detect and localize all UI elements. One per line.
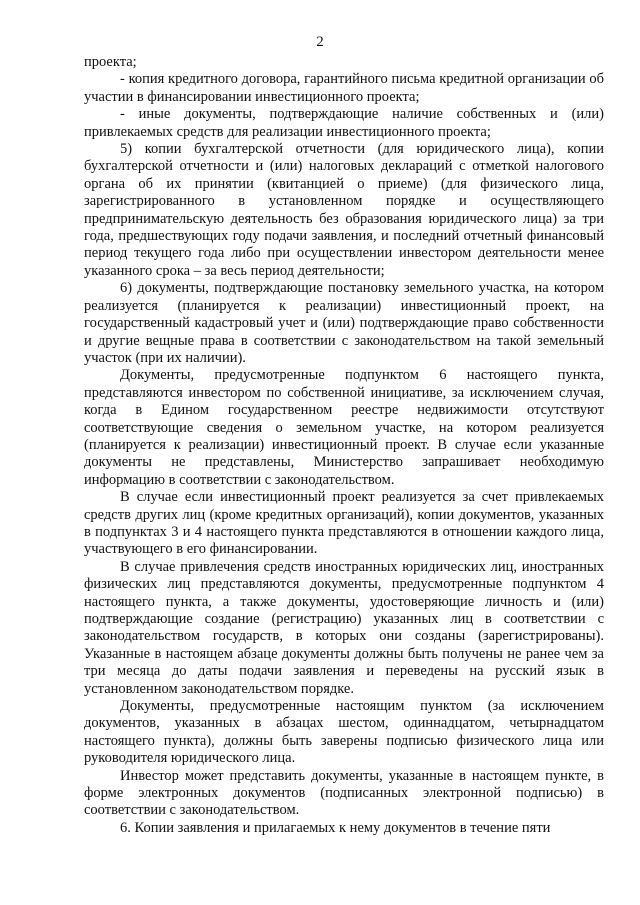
document-body — [84, 54, 604, 837]
list-item-credit-agreement: - копия кредитного договора, гарантийного письма кредитной организации об участии в финансировании инвестиционного проекта; — [84, 71, 604, 105]
paragraph-item-6: 6. Копии заявления и прилагаемых к нему документов в течение пяти — [120, 819, 551, 836]
list-item-5-accounting: 5) копии бухгалтерской отчетности (для юридического лица), копии бухгалтерской отчетности и (или) налоговых деклараций с отметкой налогового органа об их принятии (квитанцией о приеме) (для физического лица, зарегистрированного в установленном порядке и осуществляющего предпринимательскую деятельность без образования юридического лица) за три года, предшествующих году подачи заявления, и последний отчетный финансовый период текущего года либо при осуществлении инвестором деятельности менее указанного срока – за весь период деятельности; — [84, 141, 604, 279]
paragraph-certification: Документы, предусмотренные настоящим пунктом (за исключением документов, указанных в абзацах шестом, одиннадцатом, четырнадцатом настоящего пункта), должны быть заверены подписью физического лица или руководителя юридического лица. — [84, 698, 604, 767]
paragraph-foreign-entities: В случае привлечения средств иностранных юридических лиц, иностранных физических лиц представляются документы, предусмотренные подпунктом 4 настоящего пункта, а также документы, удостоверяющие личность и (или) подтверждающие создание (регистрацию) указанных лиц в соответствии с законодательством государств, в которых они созданы (зарегистрированы). Указанные в настоящем абзаце документы должны быть получены не ранее чем за три месяца до даты подачи заявления и переведены на русский язык в установленном законодательством порядке. — [84, 558, 604, 697]
paragraph-electronic-form: Инвестор может представить документы, указанные в настоящем пункте, в форме электронных документов (подписанных электронной подписью) в соответствии с законодательством. — [84, 767, 604, 819]
list-item-other-documents: - иные документы, подтверждающие наличие собственных и (или) привлекаемых средств для реализации инвестиционного проекта; — [84, 106, 604, 140]
paragraph-subitem-6-documents: Документы, предусмотренные подпунктом 6 настоящего пункта, представляются инвестором по собственной инициативе, за исключением случая, когда в Едином государственном реестре недвижимости отсутствуют соответствующие сведения о земельном участке, на котором реализуется (планируется к реализации) инвестиционный проект. В случае если указанные документы не представлены, Министерство запрашивает необходимую информацию в соответствии с законодательством. — [84, 367, 604, 488]
paragraph-third-party-funds: В случае если инвестиционный проект реализуется за счет привлекаемых средств других лиц (кроме кредитных организаций), копии документов, указанных в подпунктах 3 и 4 настоящего пункта представляются в отношении каждого лица, участвующего в его финансировании. — [84, 489, 604, 558]
list-item-6-land-plot: 6) документы, подтверждающие постановку земельного участка, на котором реализуется (планируется к реализации) инвестиционный проект, на государственный кадастровый учет и (или) подтверждающие право собственности и другие вещные права в соответствии с законодательством на такой земельный участок (при их наличии). — [84, 280, 604, 366]
page-number: 2 — [316, 34, 324, 50]
paragraph-continuation: проекта; — [84, 54, 137, 70]
